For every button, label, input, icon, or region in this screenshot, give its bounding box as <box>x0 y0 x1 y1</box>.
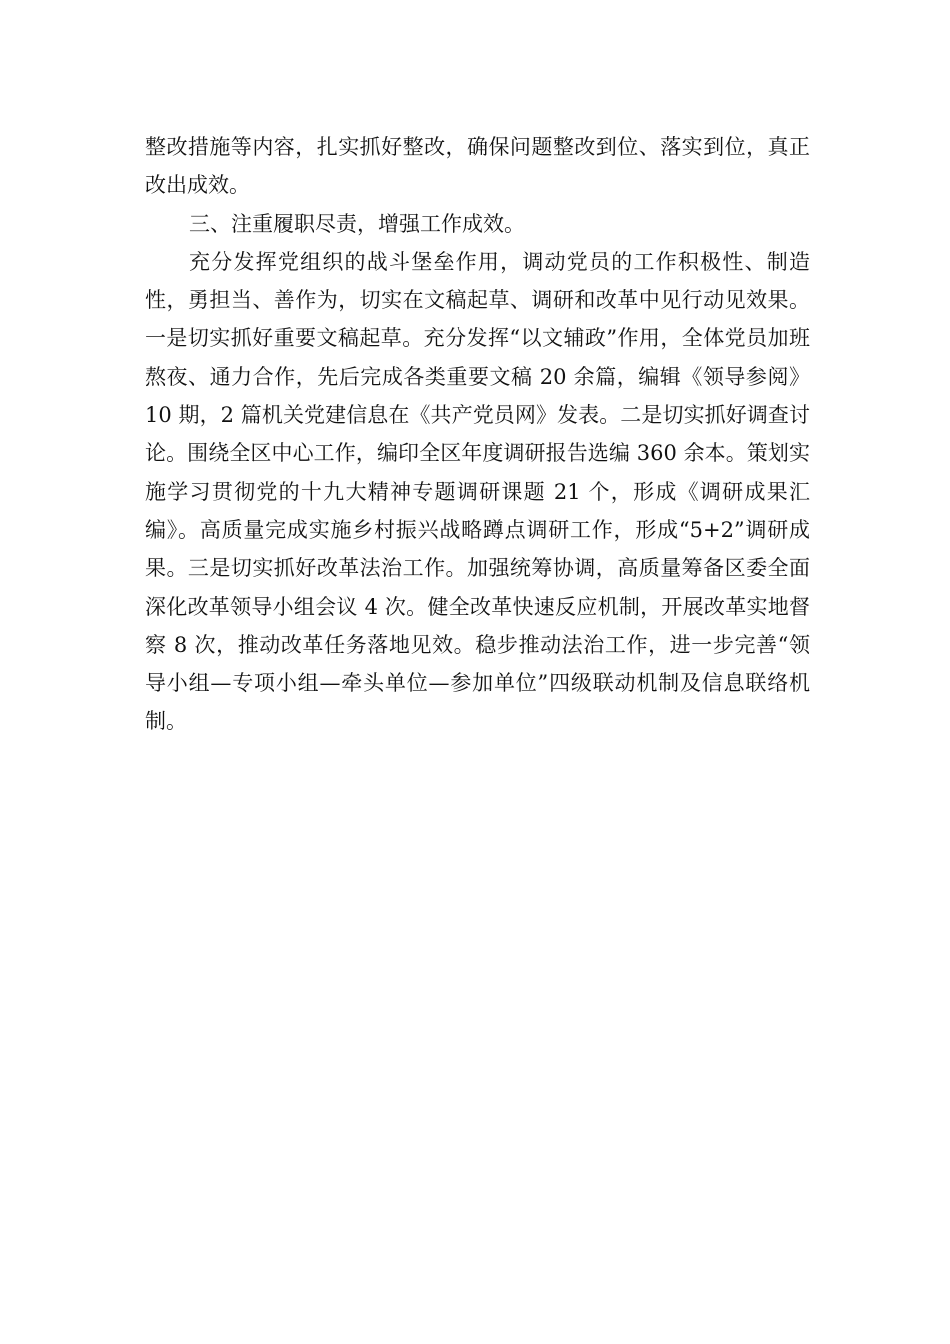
section-heading: 三、注重履职尽责，增强工作成效。 <box>189 211 525 236</box>
document-body <box>145 128 810 741</box>
paragraph-continuation: 整改措施等内容，扎实抓好整改，确保问题整改到位、落实到位，真正改出成效。 <box>145 135 810 198</box>
paragraph-body: 充分发挥党组织的战斗堡垒作用，调动党员的工作积极性、制造性，勇担当、善作为，切实在文稿起草、调研和改革中见行动见效果。一是切实抓好重要文稿起草。充分发挥“以文辅政”作用，全体党员加班熬夜、通力合作，先后完成各类重要文稿 20 余篇，编辑《领导参阅》10 期，2 篇机关党建信息在《共产党员网》发表。二是切实抓好调查讨论。围绕全区中心工作，编印全区年度调研报告选编 360 余本。策划实施学习贯彻党的十九大精神专题调研课题 21 个，形成《调研成果汇编》。高质量完成实施乡村振兴战略蹲点调研工作，形成“5+2”调研成果。三是切实抓好改革法治工作。加强统筹协调，高质量筹备区委全面深化改革领导小组会议 4 次。健全改革快速反应机制，开展改革实地督察 8 次，推动改革任务落地见效。稳步推动法治工作，进一步完善“领导小组—专项小组—牵头单位—参加单位”四级联动机制及信息联络机制。 <box>145 249 810 734</box>
